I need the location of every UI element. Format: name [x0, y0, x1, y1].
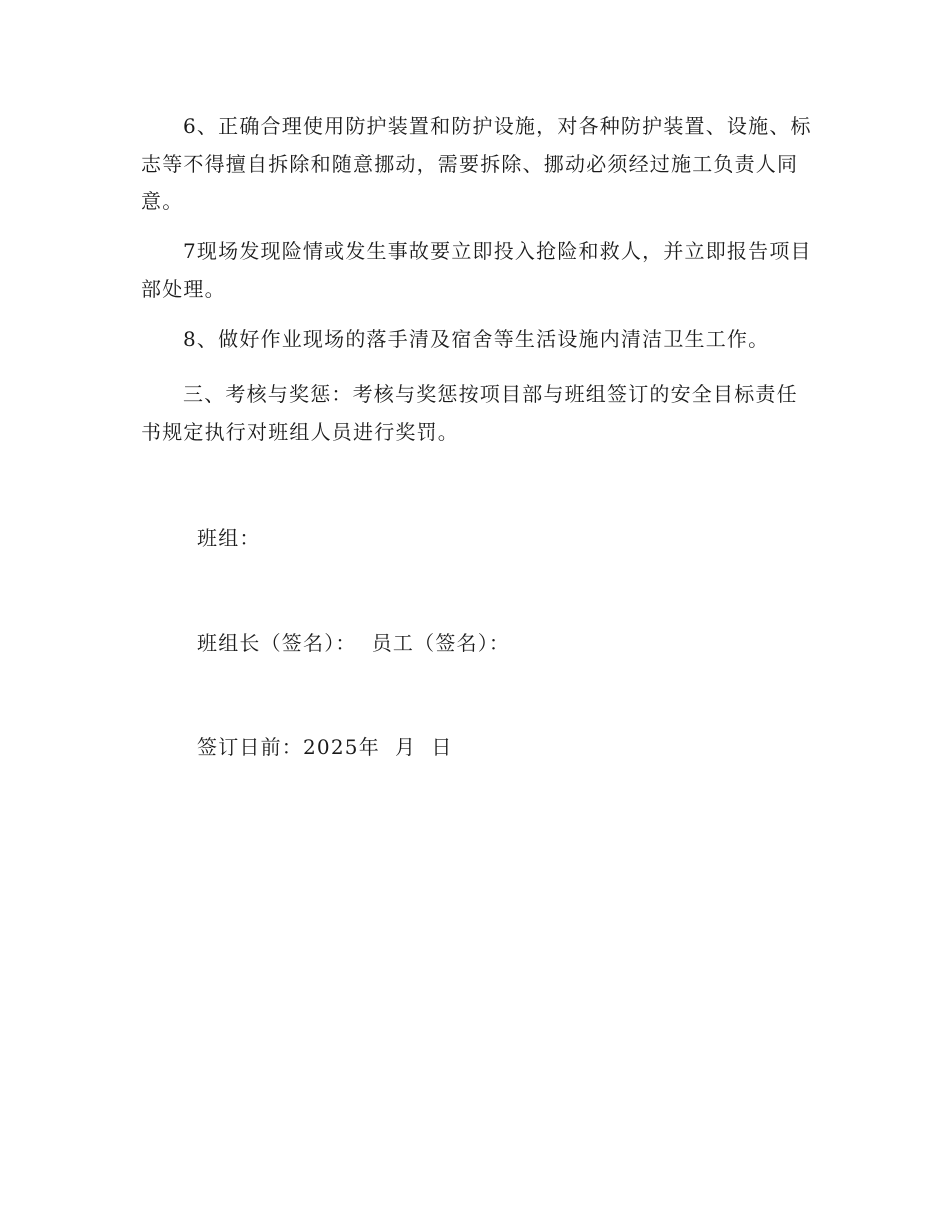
paragraph-rule-7: 7现场发现险情或发生事故要立即投入抢险和救人，并立即报告项目部处理。	[141, 239, 812, 301]
signature-team: 班组：	[197, 526, 261, 550]
paragraph-rule-8: 8、做好作业现场的落手清及宿舍等生活设施内清洁卫生工作。	[183, 327, 770, 351]
paragraph-assessment-rewards: 三、考核与奖惩：考核与奖惩按项目部与班组签订的安全目标责任书规定执行对班组人员进行奖罚。	[141, 382, 798, 444]
signature-leader-staff: 班组长（签名）： 员工（签名）：	[197, 631, 511, 655]
signature-date: 签订日前：2025年 月 日	[197, 735, 453, 759]
paragraph-rule-6: 6、正确合理使用防护装置和防护设施，对各种防护装置、设施、标志等不得擅自拆除和随意挪动，需要拆除、挪动必须经过施工负责人同意。	[141, 114, 812, 213]
